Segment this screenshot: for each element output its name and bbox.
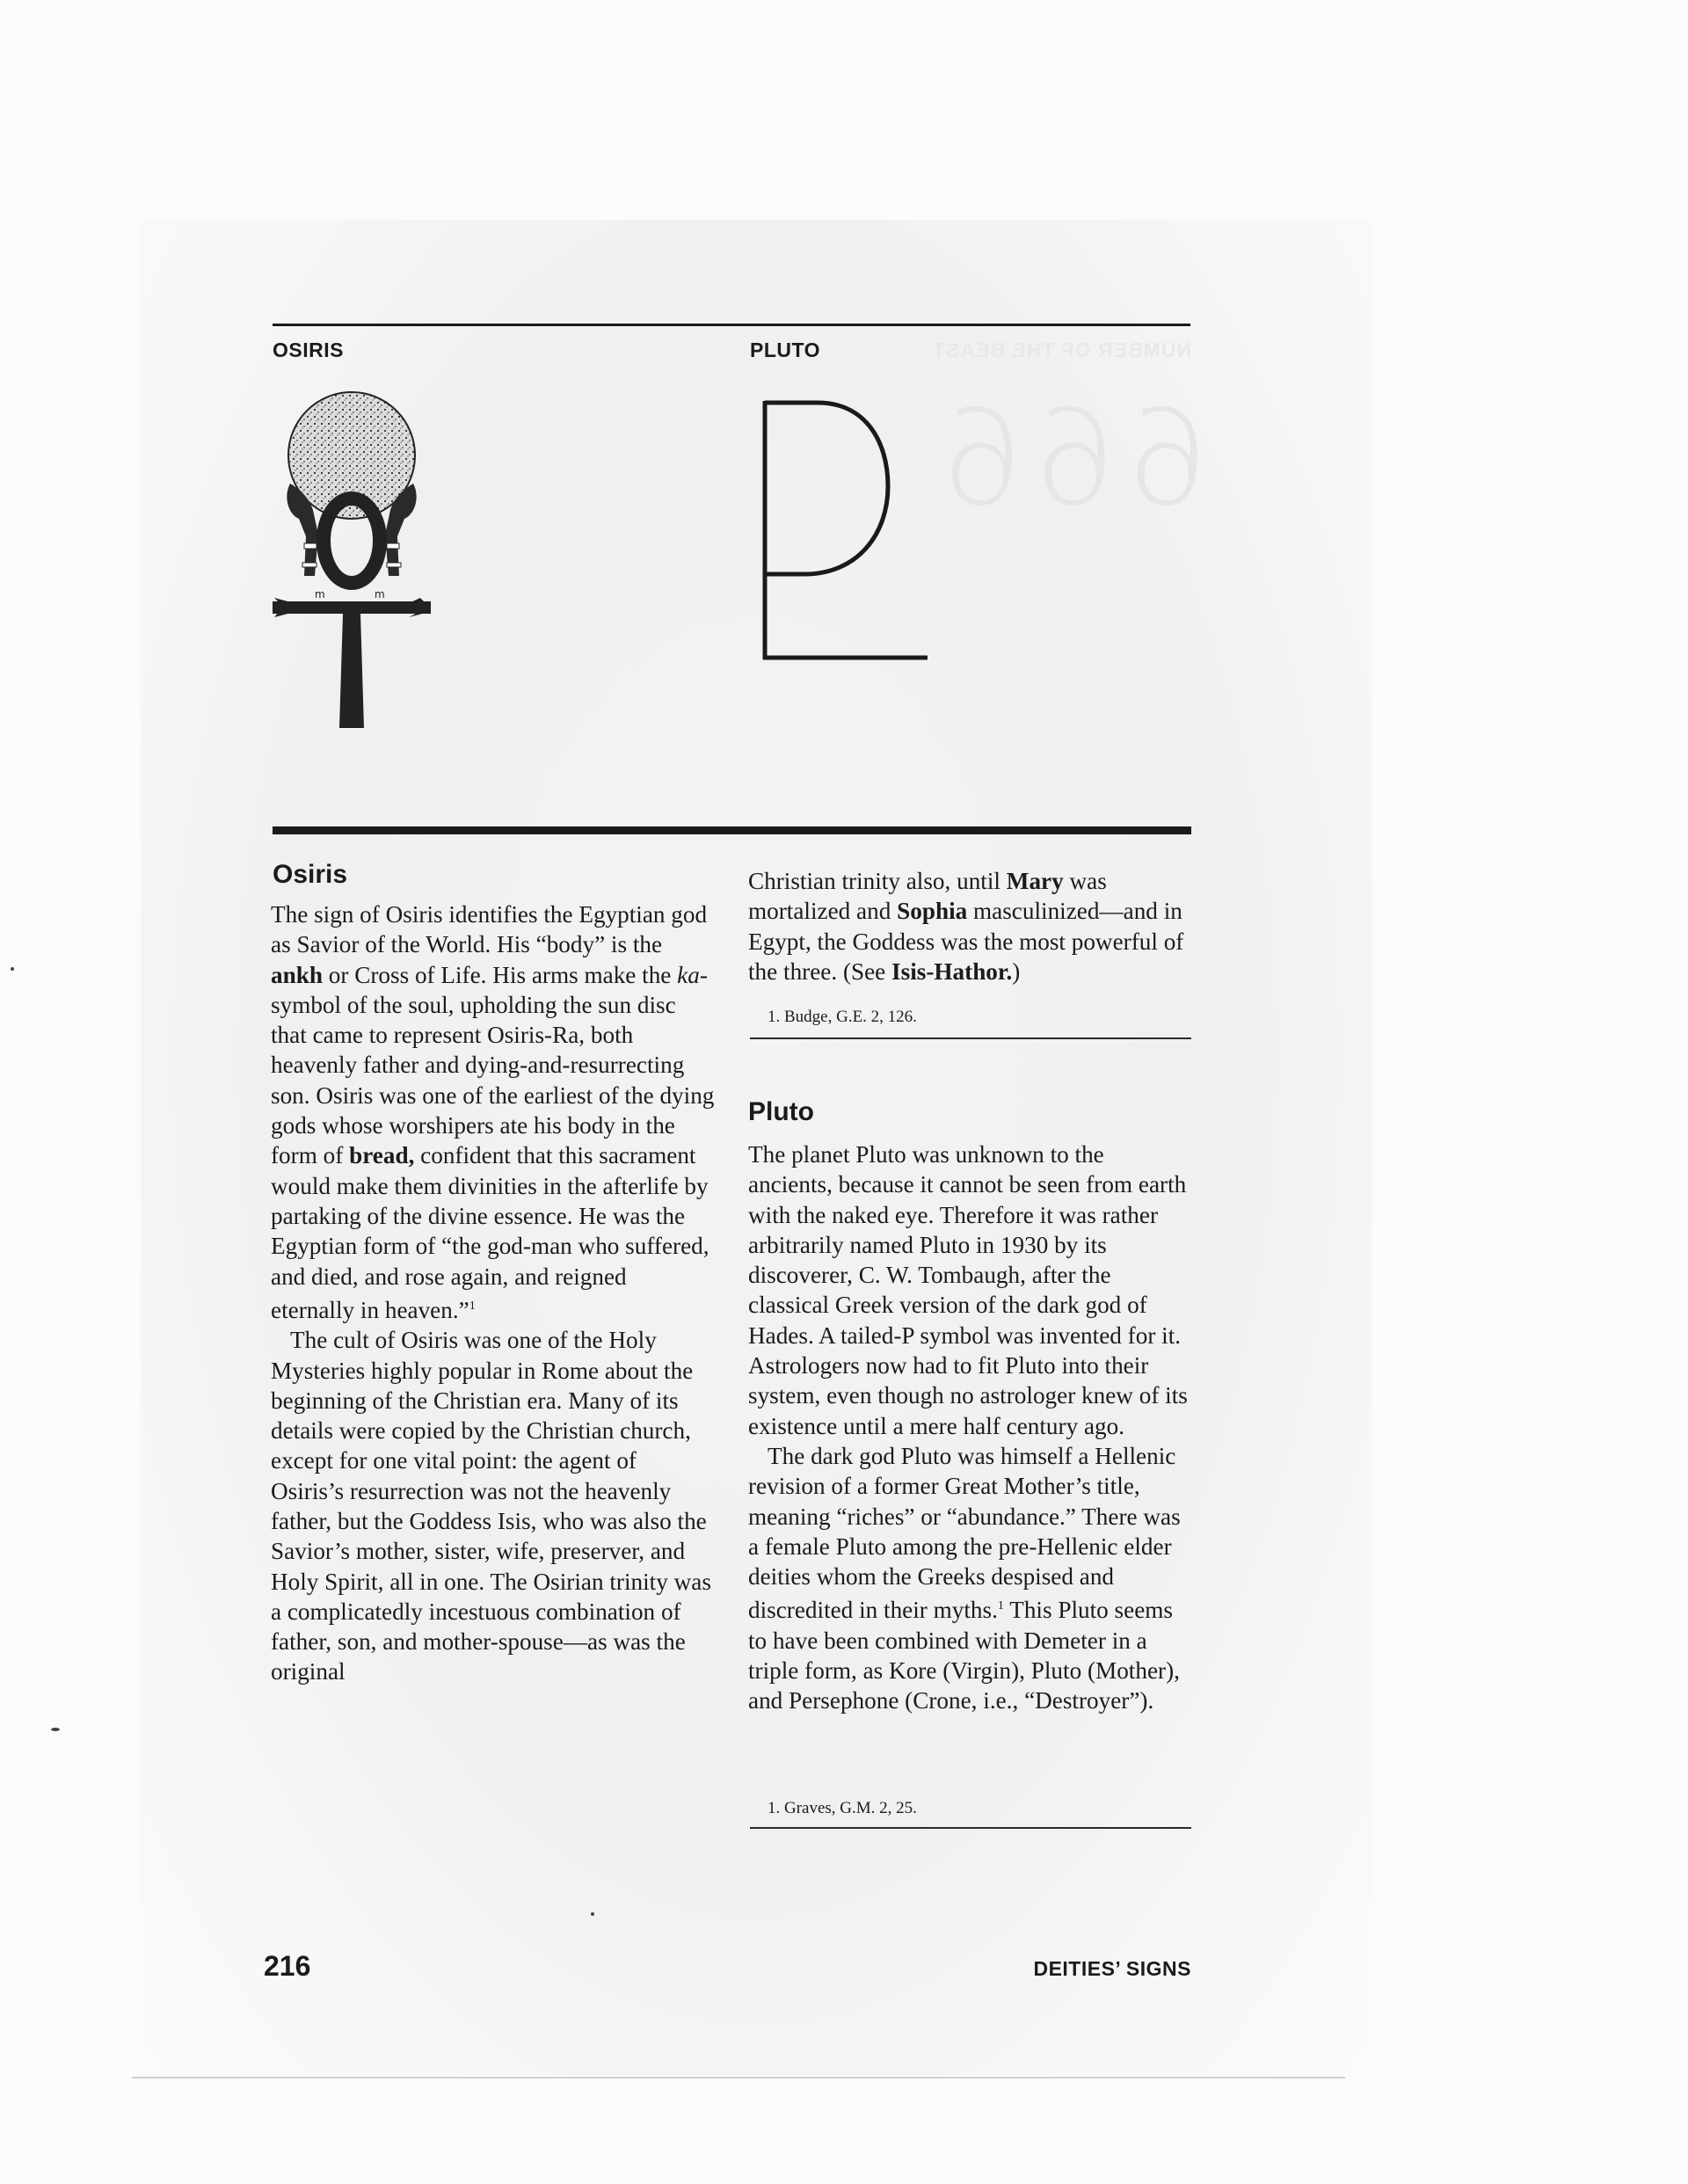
pluto-symbol-label: PLUTO [750,339,821,361]
footnote-marker: 1 [997,1599,1004,1613]
footnote-marker: 1 [469,1299,476,1313]
osiris-paragraph-1: The sign of Osiris identifies the Egyptian god as Savior of the World. His “body” is the ankh or Cross of Life. His arms make the ka-symbol of the soul, upholding the sun disc that came to represent Osiris-Ra, both heavenly father and dying-and-resurrecting son. Osiris was one of the earliest of the dying gods whose worshipers ate his body in the form of bread, confident that this sacrament would make them divinities in the afterlife by partaking of the divine essence. He was the Egyptian form of “the god-man who suffered, and died, and rose again, and reigned eternally in heaven.”$^1$ [271,901,715,1323]
ankh-term: ankh [271,961,323,988]
mary-term: Mary [1006,868,1064,894]
section-rule [273,826,1191,834]
bleed-through-number: 666 [932,382,1211,535]
scan-speck [591,1912,594,1916]
osiris-ankh-icon [264,387,440,739]
pluto-heading: Pluto [748,1097,814,1126]
osiris-heading: Osiris [273,860,348,889]
isis-hathor-term: Isis-Hathor. [891,957,1013,985]
pluto-paragraph-1: The planet Pluto was unknown to the ancients, because it cannot be seen from earth with the naked eye. Therefore it was rather arbitrarily named Pluto in 1930 by its discoverer, C. W. Tombaugh, after the classical Greek version of the dark god of Hades. A tailed-P symbol was invented for it. Astrologers now had to fit Pluto into their system, even though no astrologer knew of its existence until a mere half century ago. [748,1141,1188,1439]
scan-speck [11,967,14,971]
osiris-footnote: 1. Budge, G.E. 2, 126. [768,1008,917,1026]
osiris-continuation-column [748,866,1192,986]
bread-term: bread, [349,1142,415,1169]
osiris-footnote-rule [750,1037,1191,1039]
running-footer-title: DEITIES’ SIGNS [1033,1957,1191,1980]
pluto-paragraph-2: The dark god Pluto was himself a Hellenic revision of a former Great Mother’s title, meaning “riches” or “abundance.” There was a female Pluto among the pre-Hellenic elder deities whom the Greeks despised and discredited in their myths.$^1$ This Pluto seems to have been combined with Demeter in a triple form, as Kore (Virgin), Pluto (Mother), and Persephone (Crone, i.e., “Destroyer”). [748,1442,1181,1714]
osiris-paragraph-2: The cult of Osiris was one of the Holy Mysteries highly popular in Rome about the beginning of the Christian era. Many of its details were copied by the Christian church, except for one vital point: the agent of Osiris’s resurrection was not the heavenly father, but the Goddess Isis, who was also the Savior’s mother, sister, wife, preserver, and Holy Spirit, all in one. The Osirian trinity was a complicatedly incestuous combination of father, son, and mother-spouse—as was the original [271,1327,711,1685]
svg-text:m: m [375,588,385,601]
top-rule [273,324,1190,326]
pluto-symbol-icon [756,394,932,666]
page-number: 216 [264,1950,311,1982]
sophia-term: Sophia [897,898,968,925]
pluto-footnote: 1. Graves, G.M. 2, 25. [768,1799,917,1817]
scan-edge [132,2077,1345,2078]
svg-text:m: m [315,588,325,601]
pluto-footnote-rule [750,1827,1191,1829]
osiris-body-column [271,899,715,1687]
osiris-symbol-label: OSIRIS [273,339,344,361]
pluto-body-column [748,1139,1192,1716]
osiris-paragraph-3: Christian trinity also, until Mary was mortalized and Sophia masculinized—and in Egypt, the Goddess was the most powerful of the three. (See Isis-Hathor.) [748,868,1184,985]
bleed-through-text: NUMBER OF THE BEAST [932,339,1191,361]
ka-term: ka [677,961,700,988]
scan-speck [51,1728,60,1731]
